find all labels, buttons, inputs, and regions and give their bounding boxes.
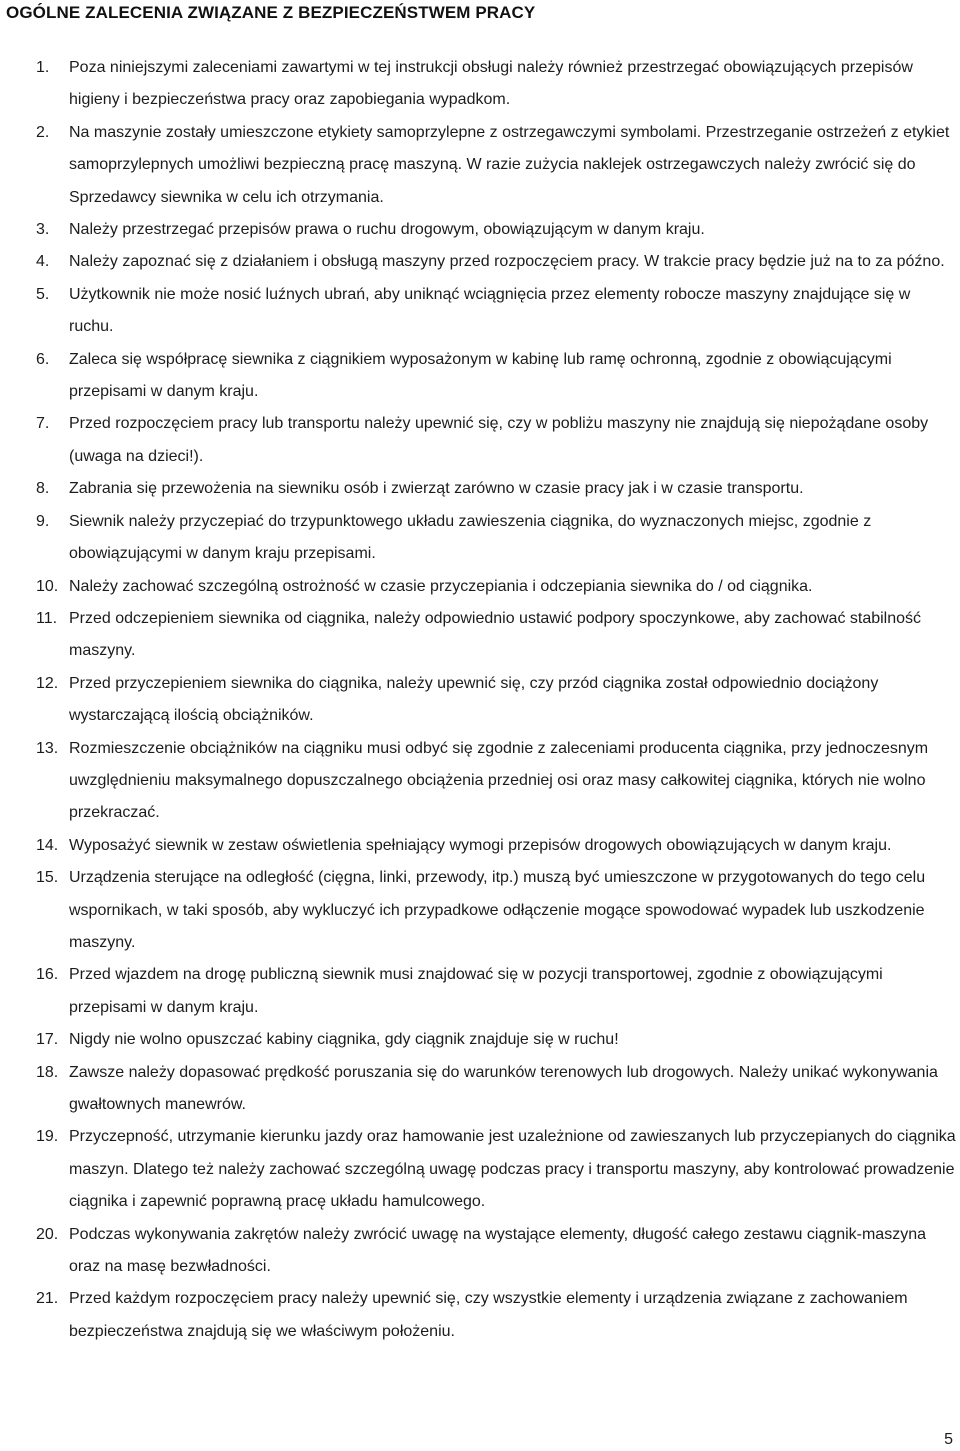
list-item-text: Zaleca się współpracę siewnika z ciągnikiem wyposażonym w kabinę lub ramę ochronną, zgodnie z obowiącującymi przepisami w danym kraju.	[69, 350, 892, 401]
list-item-number: 21.	[36, 1290, 59, 1308]
list-item-text: Nigdy nie wolno opuszczać kabiny ciągnika, gdy ciągnik znajduje się w ruchu!	[69, 1031, 619, 1049]
list-item	[0, 473, 960, 505]
page-title: OGÓLNE ZALECENIA ZWIĄZANE Z BEZPIECZEŃSTWEM PRACY	[6, 3, 536, 22]
list-item	[0, 862, 960, 959]
list-item-text: Przed odczepieniem siewnika od ciągnika, należy odpowiednio ustawić podpory spoczynkowe, aby zachować stabilność maszyny.	[69, 609, 922, 660]
list-item	[0, 117, 960, 214]
list-item	[0, 603, 960, 668]
list-item-number: 12.	[36, 674, 59, 692]
list-item	[0, 1121, 960, 1218]
list-item-text: Użytkownik nie może nosić luźnych ubrań, aby uniknąć wciągnięcia przez elementy robocze maszyny znajdujące się w ruchu.	[69, 285, 911, 336]
list-item-text: Przyczepność, utrzymanie kierunku jazdy oraz hamowanie jest uzależnione od zawieszanych lub przyczepianych do ciągnika maszyn. Dlatego też należy zachować szczególną uwagę podczas pracy i transportu maszyny, aby kontrolować prowadzenie ciągnika i zapewnić poprawną pracę układu hamulcowego.	[69, 1128, 956, 1211]
list-item	[0, 959, 960, 1024]
list-item-text: Poza niniejszymi zaleceniami zawartymi w tej instrukcji obsługi należy również przestrzegać obowiązujących przepisów higieny i bezpieczeństwa pracy oraz zapobiegania wypadkom.	[69, 59, 913, 109]
list-item-number: 11.	[36, 609, 58, 627]
list-item-text: Podczas wykonywania zakrętów należy zwrócić uwagę na wystające elementy, długość całego zestawu ciągnik-maszyna oraz na masę bezwładności.	[69, 1225, 926, 1276]
list-item-number: 7.	[36, 415, 50, 433]
list-item	[0, 571, 960, 603]
list-item-text: Zabrania się przewożenia na siewniku osób i zwierząt zarówno w czasie pracy jak i w czasie transportu.	[69, 480, 804, 498]
list-item-number: 3.	[36, 221, 50, 239]
list-item	[0, 1219, 960, 1284]
list-item-number: 5.	[36, 285, 50, 303]
safety-rules-list	[0, 52, 960, 1348]
list-item-number: 16.	[36, 966, 59, 984]
list-item	[0, 733, 960, 830]
list-item-text: Należy zapoznać się z działaniem i obsługą maszyny przed rozpoczęciem pracy. W trakcie pracy będzie już na to za późno.	[69, 253, 945, 271]
list-item-text: Na maszynie zostały umieszczone etykiety samoprzylepne z ostrzegawczymi symbolami. Przestrzeganie ostrzeżeń z etykiet samoprzylepnych umożliwi bezpieczną pracę maszyną. W razie zużycia naklejek ostrzegawczych należy zwrócić się do Sprzedawcy siewnika w celu ich otrzymania.	[69, 123, 950, 206]
list-item-number: 20.	[36, 1225, 59, 1243]
list-item	[0, 668, 960, 733]
list-item-number: 1.	[36, 59, 50, 76]
list-item	[0, 830, 960, 862]
list-item-text: Należy zachować szczególną ostrożność w czasie przyczepiania i odczepiania siewnika do / od ciągnika.	[69, 577, 813, 595]
list-item	[0, 246, 960, 278]
list-item-text: Siewnik należy przyczepiać do trzypunktowego układu zawieszenia ciągnika, do wyznaczonych miejsc, zgodnie z obowiązującymi w danym kraju przepisami.	[69, 512, 872, 563]
list-item	[0, 279, 960, 344]
list-item-number: 19.	[36, 1128, 59, 1146]
list-item	[0, 214, 960, 246]
list-item-number: 15.	[36, 869, 59, 887]
list-item-text: Przed rozpoczęciem pracy lub transportu należy upewnić się, czy w pobliżu maszyny nie znajdują się niepożądane osoby (uwaga na dzieci!).	[69, 415, 929, 465]
list-item-text: Wyposażyć siewnik w zestaw oświetlenia spełniający wymogi przepisów drogowych obowiązujących w danym kraju.	[69, 836, 892, 854]
list-item-number: 4.	[36, 253, 50, 271]
list-item	[0, 344, 960, 409]
list-item-number: 8.	[36, 480, 50, 498]
list-item	[0, 1024, 960, 1056]
list-item	[0, 52, 960, 117]
list-item-number: 9.	[36, 512, 50, 530]
list-item	[0, 408, 960, 473]
list-item-text: Przed każdym rozpoczęciem pracy należy upewnić się, czy wszystkie elementy i urządzenia związane z zachowaniem bezpieczeństwa znajdują się we właściwym położeniu.	[69, 1290, 908, 1340]
list-item-text: Należy przestrzegać przepisów prawa o ruchu drogowym, obowiązującym w danym kraju.	[69, 221, 705, 239]
list-item-text: Zawsze należy dopasować prędkość poruszania się do warunków terenowych lub drogowych. Należy unikać wykonywania gwałtownych manewrów.	[69, 1063, 938, 1113]
list-item-number: 18.	[36, 1063, 59, 1081]
list-item	[0, 506, 960, 571]
page-number: 5	[944, 1431, 953, 1448]
list-item-text: Urządzenia sterujące na odległość (cięgna, linki, przewody, itp.) muszą być umieszczone w przygotowanych do tego celu wspornikach, w taki sposób, aby wykluczyć ich przypadkowe odłączenie mogące spowodować wypadek lub uszkodzenie maszyny.	[69, 869, 926, 951]
list-item-text: Rozmieszczenie obciążników na ciągniku musi odbyć się zgodnie z zaleceniami producenta ciągnika, przy jednoczesnym uwzględnieniu maksymalnego dopuszczalnego obciążenia przedniej osi oraz masy całkowitej ciągnika, których nie wolno przekraczać.	[69, 739, 929, 822]
list-item	[0, 1283, 960, 1348]
list-item-text: Przed wjazdem na drogę publiczną siewnik musi znajdować się w pozycji transportowej, zgodnie z obowiązującymi przepisami w danym kraju.	[69, 966, 883, 1016]
list-item-number: 6.	[36, 350, 50, 368]
list-item-number: 13.	[36, 739, 59, 757]
list-item-number: 14.	[36, 836, 59, 854]
list-item-text: Przed przyczepieniem siewnika do ciągnika, należy upewnić się, czy przód ciągnika został odpowiednio dociążony wystarczającą ilością obciążników.	[69, 674, 879, 725]
list-item-number: 2.	[36, 123, 50, 141]
list-item-number: 17.	[36, 1031, 59, 1049]
list-item-number: 10.	[36, 577, 59, 595]
list-item	[0, 1057, 960, 1122]
